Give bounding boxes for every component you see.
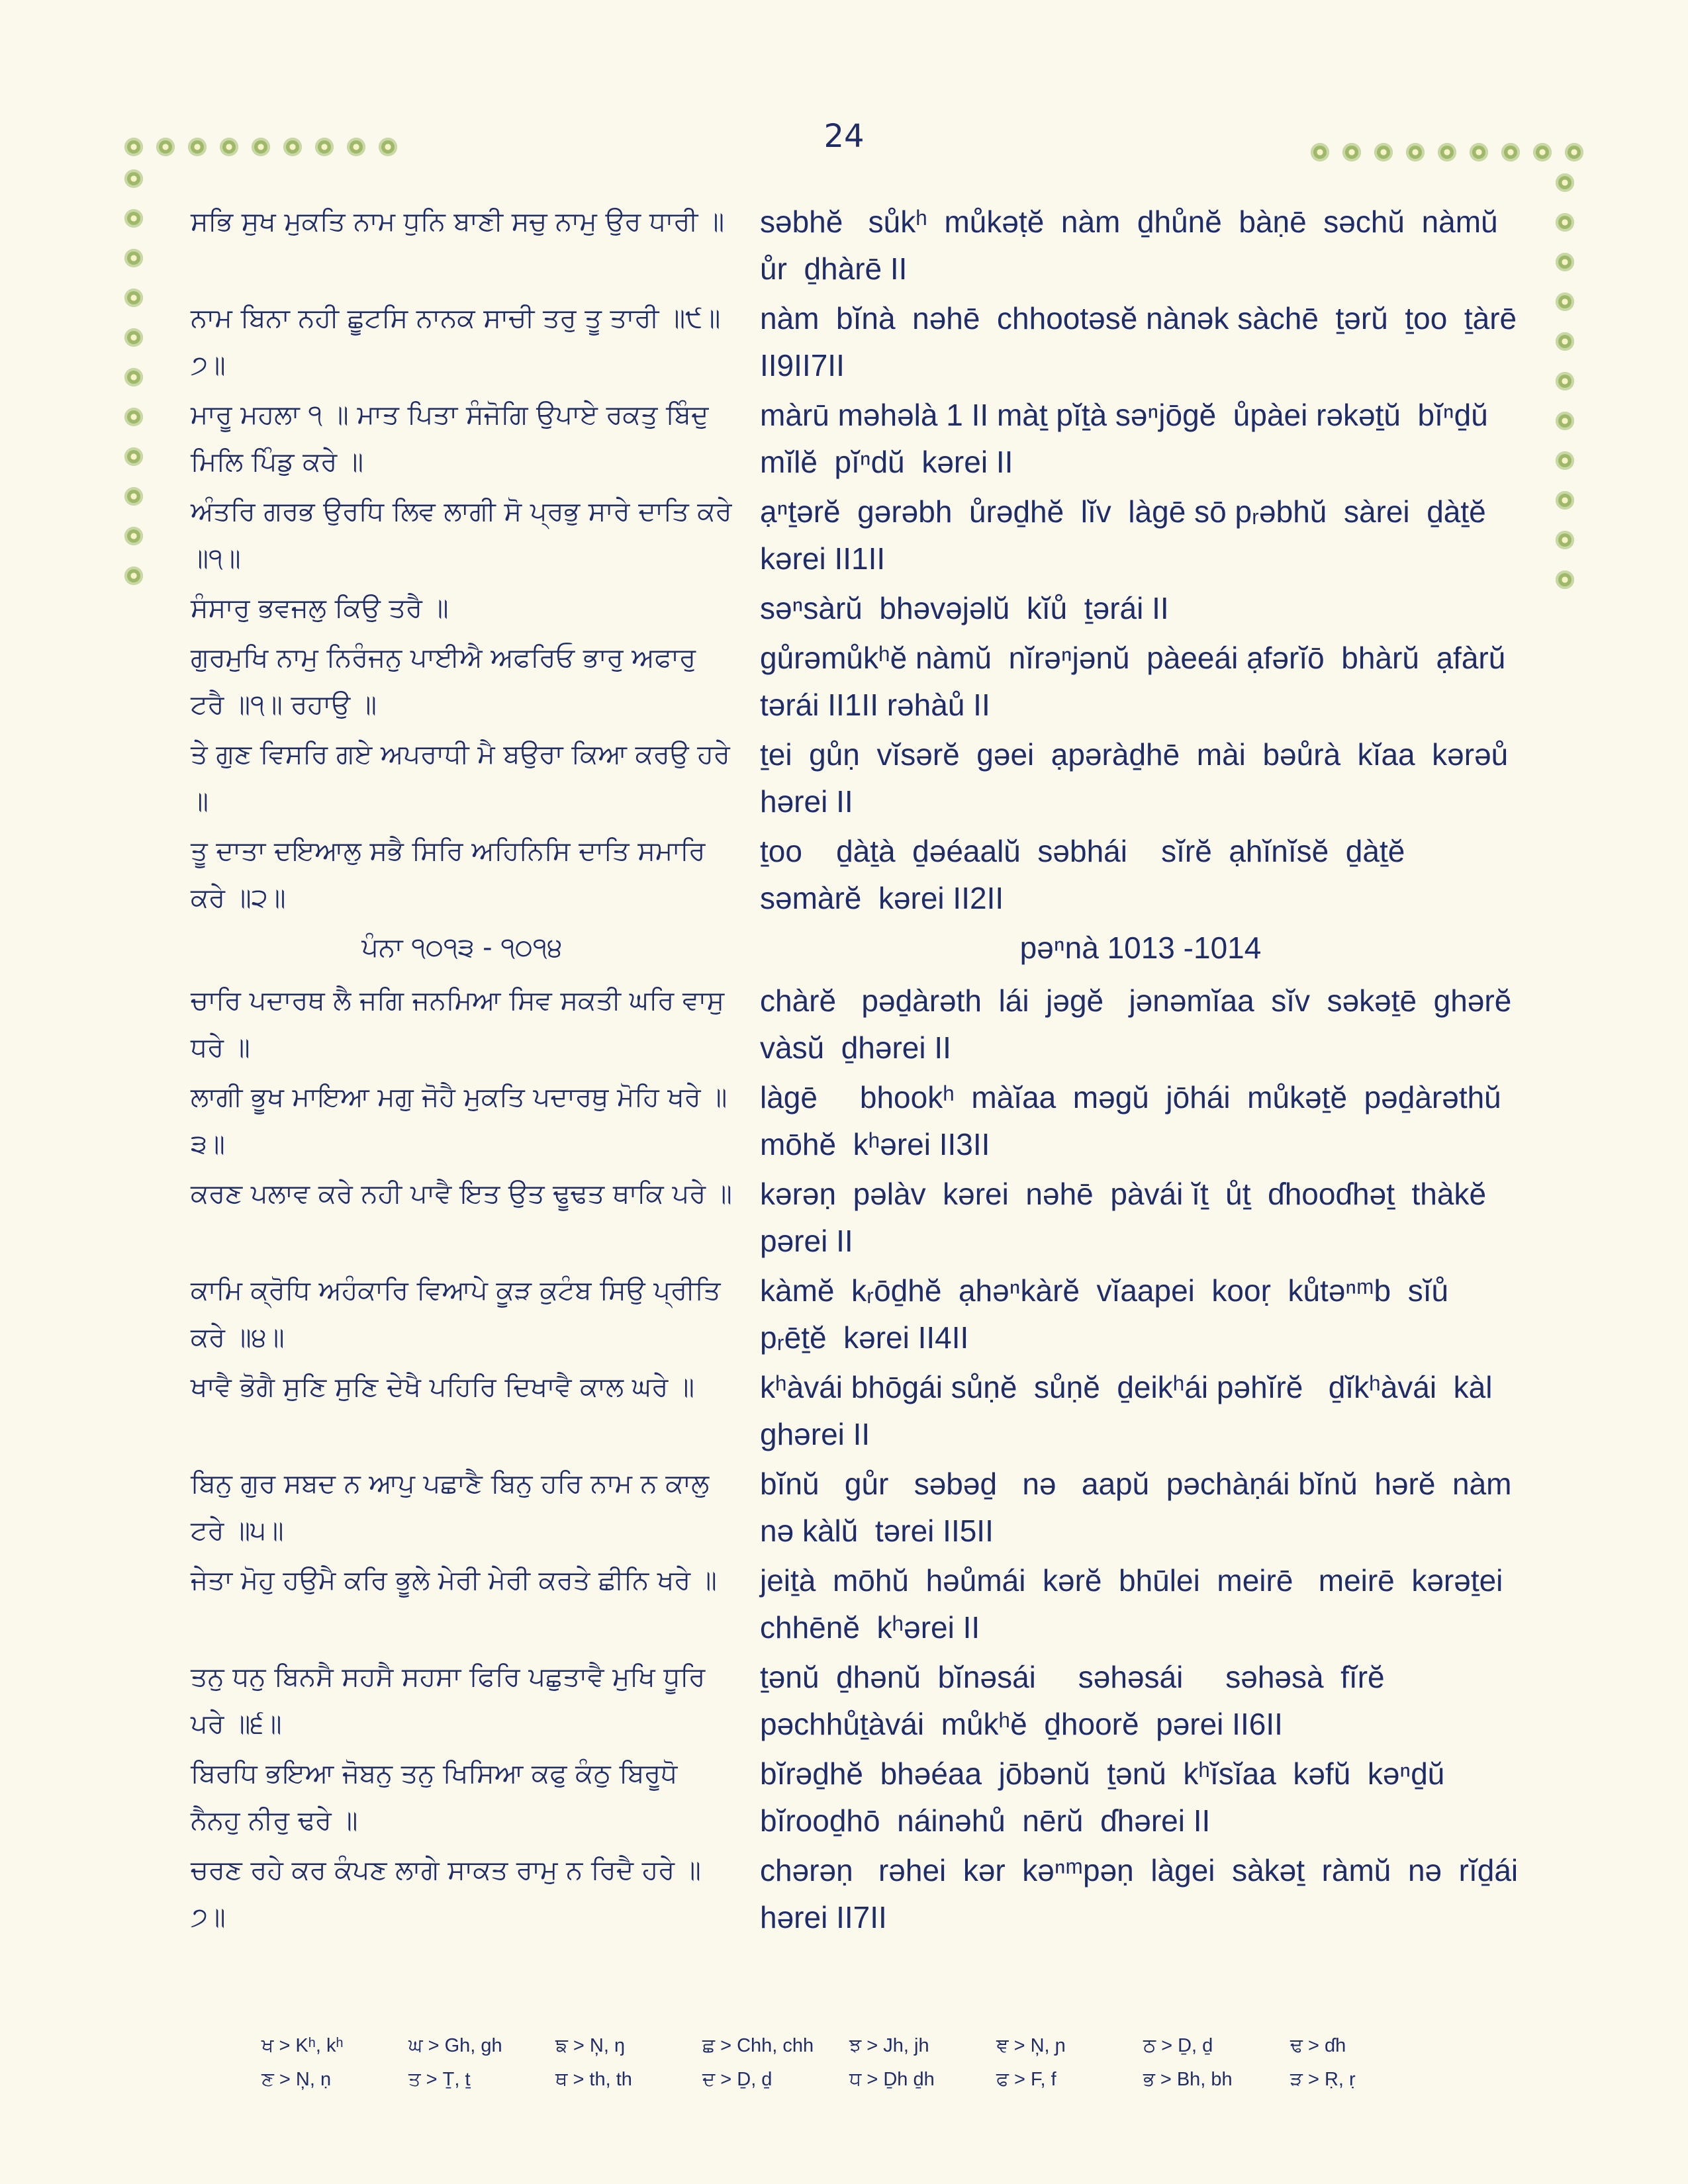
flower-ornament-icon [315, 138, 334, 156]
flower-ornament-icon [1556, 173, 1574, 192]
verse-gurmukhi: ਮਾਰੂ ਮਹਲਾ ੧ ॥ ਮਾਤ ਪਿਤਾ ਸੰਜੋਗਿ ਉਪਾਏ ਰਕਤੁ ਬਿੰਦੁ ਮਿਲਿ ਪਿੰਡੁ ਕਰੇ ॥ [191, 400, 718, 477]
flower-ornament-icon [1501, 143, 1520, 161]
legend-item: ਥ > th, th [555, 2069, 632, 2090]
legend-item: ਙ > N̦, ŋ [555, 2035, 626, 2056]
verse-row [191, 1364, 1521, 1458]
legend-item: ਤ > Ṯ, ṯ [408, 2069, 471, 2090]
verse-row [191, 1461, 1521, 1555]
legend-item: ਦ > Ḏ, ḏ [702, 2069, 773, 2090]
legend-item: ਛ > Chh, chh [702, 2035, 814, 2056]
verse-gurmukhi: ਤੂ ਦਾਤਾ ਦਇਆਲੁ ਸਭੈ ਸਿਰਿ ਅਹਿਨਿਸਿ ਦਾਤਿ ਸਮਾਰਿ ਕਰੇ ॥੨॥ [191, 836, 714, 913]
legend-item: ਣ > N̦, ṇ [261, 2069, 332, 2090]
verse-transliteration: ṯei gůṇ vĭsərĕ gəei ạpəràḏhē mài bəůrà kĭaa kərəů hərei II [760, 737, 1525, 819]
flower-ornament-icon [1556, 332, 1574, 351]
verse-row [191, 1847, 1535, 1941]
verse-gurmukhi: ਖਾਵੈ ਭੋਗੈ ਸੁਣਿ ਸੁਣਿ ਦੇਖੈ ਪਹਿਰਿ ਦਿਖਾਵੈ ਕਾਲ ਘਰੇ ॥ [191, 1372, 694, 1402]
verse-transliteration: bĭnŭ gůr səbəḏ nə aapŭ pəchàṇái bĭnŭ hərĕ nàm nə kàlŭ tərei II5II [760, 1467, 1521, 1548]
verse-row [191, 199, 1521, 293]
verse-transliteration: bĭrəḏhĕ bhəéaa jōbənŭ ṯənŭ kʰĭsĭaa kəfŭ kəⁿḏŭ bĭrooḏhō náinəhů nērŭ ɗhərei II [760, 1756, 1462, 1838]
verse-row [191, 635, 1521, 729]
verse-transliteration: nàm bĭnà nəhē chhootəsĕ nànək sàchē ṯərŭ ṯoo ṯàrē II9II7II [760, 301, 1525, 383]
flower-ornament-icon [124, 249, 143, 267]
legend-item: ਞ > N̦, ɲ [996, 2035, 1066, 2056]
verse-transliteration: màrū məhəlà 1 II màṯ pĭṯà səⁿjōgĕ ůpàei rəkəṯŭ bĭⁿḏŭ mĭlĕ pĭⁿdŭ kərei II [760, 398, 1497, 479]
flower-ornament-icon [1438, 143, 1456, 161]
top-right-ornament-row [1311, 143, 1583, 161]
flower-ornament-icon [1342, 143, 1361, 161]
flower-ornament-icon [124, 138, 143, 156]
verse-transliteration: làgē bhookʰ màĭaa məgŭ jōhái můkəṯĕ pəḏàrəthŭ mōhĕ kʰərei II3II [760, 1080, 1519, 1161]
flower-ornament-icon [124, 328, 143, 347]
verse-row [191, 1654, 1521, 1748]
verse-transliteration: gůrəmůkʰĕ nàmŭ nĭrəⁿjənŭ pàeeái ạfərĭō bhàrŭ ạfàrŭ tərái II1II rəhàů II [760, 641, 1523, 722]
verse-list [191, 199, 1535, 1944]
flower-ornament-icon [1311, 143, 1329, 161]
verse-row [191, 731, 1525, 825]
flower-ornament-icon [156, 138, 175, 156]
verse-row [191, 1267, 1521, 1361]
flower-ornament-icon [1556, 372, 1574, 390]
flower-ornament-icon [1556, 570, 1574, 589]
verse-gurmukhi: ਜੇਤਾ ਮੋਹੁ ਹਉਮੈ ਕਰਿ ਭੂਲੇ ਮੇਰੀ ਮੇਰੀ ਕਰਤੇ ਛੀਨਿ ਖਰੇ ॥ [191, 1565, 717, 1596]
verse-gurmukhi: ਕਾਮਿ ਕ੍ਰੋਧਿ ਅਹੰਕਾਰਿ ਵਿਆਪੇ ਕੂੜ ਕੁਟੰਬ ਸਿਉ ਪ੍ਰੀਤਿ ਕਰੇ ॥੪॥ [191, 1275, 729, 1353]
verse-transliteration: kàmĕ kᵣōḏhĕ ạhəⁿkàrĕ vĭaapei kooṛ kůtəⁿᵐb sĭů pᵣēṯĕ kərei II4II [760, 1273, 1466, 1355]
legend-row [261, 2035, 1453, 2057]
verse-gurmukhi: ਲਾਗੀ ਭੂਖ ਮਾਇਆ ਮਗੁ ਜੋਹੈ ਮੁਕਤਿ ਪਦਾਰਥੁ ਮੋਹਿ ਖਰੇ ॥੩॥ [191, 1082, 727, 1160]
verse-row [191, 1751, 1521, 1844]
page-number: 24 [823, 118, 865, 155]
legend-item: ਧ > Ḏh ḏh [849, 2069, 935, 2090]
top-left-ornament-row [124, 138, 397, 156]
flower-ornament-icon [124, 209, 143, 228]
flower-ornament-icon [220, 138, 238, 156]
verse-transliteration: chərəṇ rəhei kər kəⁿᵐpəṇ làgei sàkəṯ ràmŭ nə rĭḏái hərei II7II [760, 1853, 1535, 1934]
flower-ornament-icon [124, 487, 143, 506]
flower-ornament-icon [124, 408, 143, 426]
verse-gurmukhi: ਸਭਿ ਸੁਖ ਮੁਕਤਿ ਨਾਮ ਧੁਨਿ ਬਾਣੀ ਸਚੁ ਨਾਮੁ ਉਰ ਧਾਰੀ ॥ [191, 206, 725, 237]
verse-row [191, 828, 1521, 922]
legend-item: ਫ > F, f [996, 2069, 1056, 2090]
verse-row [191, 585, 1521, 632]
flower-ornament-icon [188, 138, 207, 156]
verse-gurmukhi: ਚਾਰਿ ਪਦਾਰਥ ਲੈ ਜਗਿ ਜਨਮਿਆ ਸਿਵ ਸਕਤੀ ਘਰਿ ਵਾਸੁ ਧਰੇ ॥ [191, 985, 733, 1063]
verse-row [191, 1074, 1521, 1168]
legend-item: ਠ > Ḏ, ḏ [1143, 2035, 1213, 2056]
verse-transliteration: chàrĕ pəḏàrəth lái jəgĕ jənəmĭaa sĭv səkəṯē ghərĕ vàsŭ ḏhərei II [760, 983, 1528, 1065]
legend-item: ਭ > Bh, bh [1143, 2069, 1233, 2090]
verse-gurmukhi: ਨਾਮ ਬਿਨਾ ਨਹੀ ਛੂਟਸਿ ਨਾਨਕ ਸਾਚੀ ਤਰੁ ਤੂ ਤਾਰੀ ॥੯॥੭॥ [191, 303, 721, 381]
verse-gurmukhi: ਅੰਤਰਿ ਗਰਭ ਉਰਧਿ ਲਿਵ ਲਾਗੀ ਸੋ ਪ੍ਰਭੁ ਸਾਰੇ ਦਾਤਿ ਕਰੇ ॥੧॥ [191, 496, 741, 574]
verse-transliteration: ṯənŭ ḏhənŭ bĭnəsái səhəsái səhəsà fĭrĕ pəchhůṯàvái můkʰĕ ḏhoorĕ pərei II6II [760, 1660, 1402, 1741]
legend-row [261, 2069, 1453, 2091]
verse-transliteration: jeiṯà mōhŭ həůmái kərĕ bhūlei meirē meirē kərəṯei chhēnĕ kʰərei II [760, 1563, 1520, 1645]
verse-row [191, 1171, 1521, 1265]
flower-ornament-icon [124, 169, 143, 188]
verse-gurmukhi: ਕਰਣ ਪਲਾਵ ਕਰੇ ਨਹੀ ਪਾਵੈ ਇਤ ਉਤ ਢੂਢਤ ਥਾਕਿ ਪਰੇ ॥ [191, 1179, 732, 1209]
flower-ornament-icon [1406, 143, 1425, 161]
flower-ornament-icon [124, 447, 143, 466]
flower-ornament-icon [1556, 531, 1574, 549]
legend-item: ਢ > ɗh [1290, 2035, 1346, 2056]
verse-row [191, 978, 1528, 1071]
verse-transliteration: ạⁿṯərĕ gərəbh ůrəḏhĕ lĭv làgē sō pᵣəbhŭ sàrei ḏàṯĕ kərei II1II [760, 494, 1503, 576]
flower-ornament-icon [1470, 143, 1488, 161]
verse-gurmukhi: ਸੰਸਾਰੁ ਭਵਜਲੁ ਕਿਉ ਤਰੈ ॥ [191, 593, 449, 623]
verse-row [191, 1557, 1521, 1651]
transliteration-legend [261, 2035, 1453, 2103]
flower-ornament-icon [1374, 143, 1393, 161]
flower-ornament-icon [379, 138, 397, 156]
verse-gurmukhi: ਚਰਣ ਰਹੇ ਕਰ ਕੰਪਣ ਲਾਗੇ ਸਾਕਤ ਰਾਮੁ ਨ ਰਿਦੈ ਹਰੇ ॥੭॥ [191, 1855, 701, 1933]
flower-ornament-icon [1556, 213, 1574, 232]
flower-ornament-icon [1565, 143, 1583, 161]
verse-gurmukhi: ਗੁਰਮੁਖਿ ਨਾਮੁ ਨਿਰੰਜਨੁ ਪਾਈਐ ਅਫਰਿਓ ਭਾਰੁ ਅਫਾਰੁ ਟਰੈ ॥੧॥ ਰਹਾਉ ॥ [191, 643, 704, 720]
verse-transliteration: kərəṇ pəlàv kərei nəhē pàvái ĭṯ ůṯ ɗhooɗhəṯ thàkĕ pərei II [760, 1177, 1503, 1258]
verse-gurmukhi: ਬਿਰਧਿ ਭਇਆ ਜੋਬਨੁ ਤਨੁ ਖਿਸਿਆ ਕਫੁ ਕੰਠੁ ਬਿਰੂਧੋ ਨੈਨਹੁ ਨੀਰੁ ਢਰੇ ॥ [191, 1758, 686, 1836]
verse-gurmukhi: ਤੇ ਗੁਣ ਵਿਸਰਿ ਗਏ ਅਪਰਾਧੀ ਮੈ ਬਉਰਾ ਕਿਆ ਕਰਉ ਹਰੇ ॥ [191, 739, 739, 817]
legend-item: ਝ > Jh, jh [849, 2035, 929, 2056]
flower-ornament-icon [124, 289, 143, 307]
legend-item: ੜ > Ṛ, ṛ [1290, 2069, 1356, 2090]
verse-gurmukhi: ਬਿਨੁ ਗੁਰ ਸਬਦ ਨ ਆਪੁ ਪਛਾਣੈ ਬਿਨੁ ਹਰਿ ਨਾਮ ਨ ਕਾਲੁ ਟਰੇ ॥੫॥ [191, 1469, 718, 1546]
right-ornament-column [1556, 173, 1574, 589]
flower-ornament-icon [124, 567, 143, 585]
flower-ornament-icon [124, 527, 143, 545]
flower-ornament-icon [124, 368, 143, 387]
verse-gurmukhi: ਤਨੁ ਧਨੁ ਬਿਨਸੈ ਸਹਸੈ ਸਹਸਾ ਫਿਰਿ ਪਛੁਤਾਵੈ ਮੁਖਿ ਧੂਰਿ ਪਰੇ ॥੬॥ [191, 1662, 714, 1739]
page-range-gurmukhi: ਪੰਨਾ ੧੦੧੩ - ੧੦੧੪ [361, 933, 563, 963]
flower-ornament-icon [1556, 491, 1574, 510]
verse-row [191, 392, 1521, 486]
flower-ornament-icon [252, 138, 270, 156]
verse-transliteration: kʰàvái bhōgái sůṇĕ sůṇĕ ḏeikʰái pəhĭrĕ ḏĭkʰàvái kàl ghərei II [760, 1370, 1510, 1451]
verse-row [191, 295, 1525, 389]
left-ornament-column [124, 169, 143, 585]
flower-ornament-icon [1556, 412, 1574, 430]
flower-ornament-icon [1556, 293, 1574, 311]
flower-ornament-icon [283, 138, 302, 156]
page-range-transliteration: pəⁿnà 1013 -1014 [1019, 931, 1262, 965]
flower-ornament-icon [1556, 253, 1574, 271]
flower-ornament-icon [1556, 451, 1574, 470]
legend-item: ਖ > Kʰ, kʰ [261, 2035, 344, 2056]
verse-transliteration: ṯoo ḏàṯà ḏəéaalŭ səbhái sĭrĕ ạhĭnĭsĕ ḏàṯĕ səmàrĕ kərei II2II [760, 834, 1422, 915]
page-range-heading [191, 926, 1521, 970]
verse-transliteration: səⁿsàrŭ bhəvəjəlŭ kĭů ṯərái II [760, 591, 1169, 625]
legend-item: ਘ > Gh, gh [408, 2035, 502, 2056]
flower-ornament-icon [347, 138, 365, 156]
flower-ornament-icon [1533, 143, 1552, 161]
verse-row [191, 488, 1521, 582]
verse-transliteration: səbhĕ sůkʰ můkəṭĕ nàm ḏhůnĕ bàṇē səchŭ nàmŭ ůr ḏhàrē II [760, 205, 1507, 286]
